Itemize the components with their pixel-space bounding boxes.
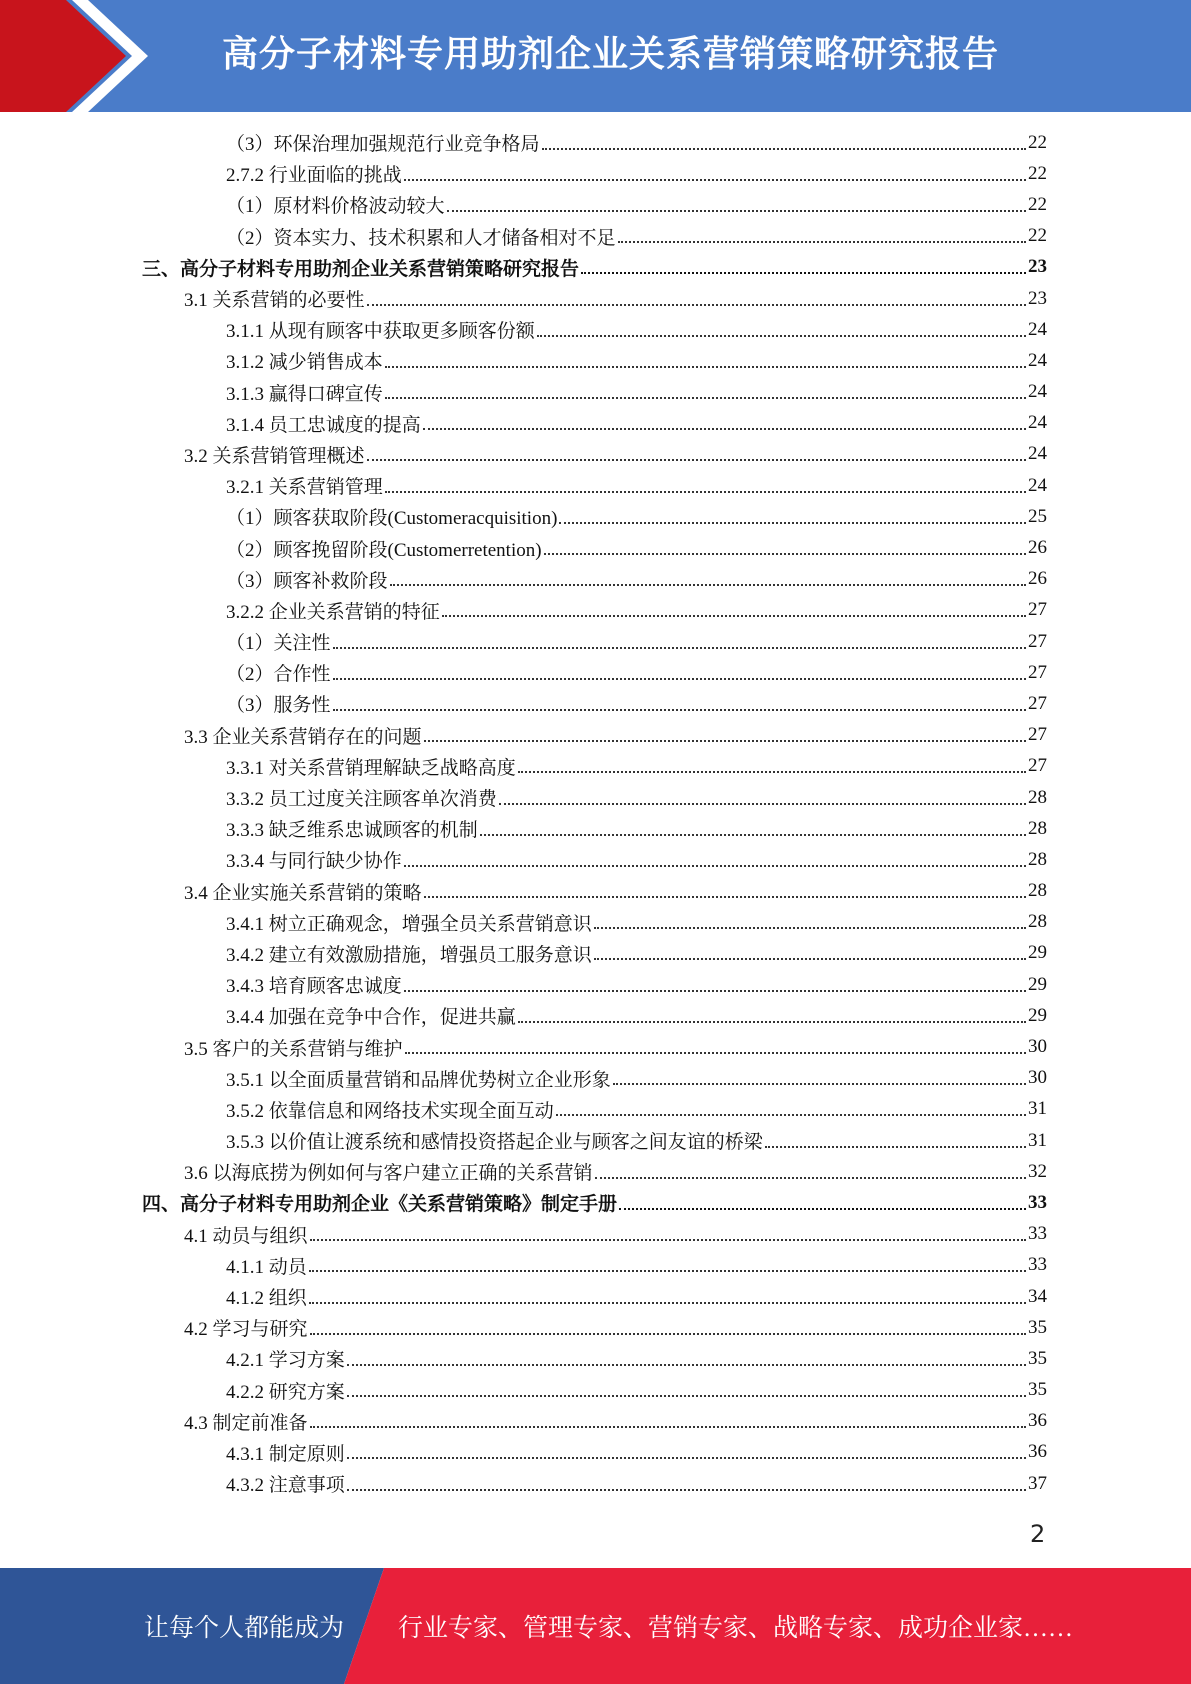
toc-entry-page: 29 bbox=[1028, 1004, 1047, 1026]
toc-entry-title: 3.6 以海底捞为例如何与客户建立正确的关系营销 bbox=[184, 1163, 593, 1185]
toc-entry-title: 4.3 制定前准备 bbox=[184, 1412, 308, 1434]
toc-entry[interactable] bbox=[0, 127, 1191, 158]
toc-entry-title: 3.3.3 缺乏维系忠诚顾客的机制 bbox=[226, 820, 478, 842]
toc-entry-page: 22 bbox=[1028, 162, 1047, 184]
toc-entry-page: 33 bbox=[1028, 1191, 1047, 1213]
toc-dot-leader bbox=[424, 896, 1026, 898]
toc-entry-page: 24 bbox=[1028, 381, 1047, 403]
toc-entry-title: 3.5 客户的关系营销与维护 bbox=[184, 1038, 403, 1060]
toc-entry[interactable] bbox=[0, 876, 1191, 907]
toc-entry[interactable] bbox=[0, 1125, 1191, 1156]
toc-dot-leader bbox=[581, 272, 1026, 274]
footer-slogan-left: 让每个人都能成为 bbox=[144, 1615, 345, 1642]
toc-dot-leader bbox=[385, 366, 1026, 368]
toc-entry-page: 22 bbox=[1028, 225, 1047, 247]
toc-entry-page: 24 bbox=[1028, 474, 1047, 496]
toc-entry-title: 4.2.2 研究方案 bbox=[226, 1381, 345, 1403]
toc-entry[interactable] bbox=[0, 595, 1191, 626]
toc-entry-title: 4.3.2 注意事项 bbox=[226, 1475, 345, 1497]
toc-entry-page: 28 bbox=[1028, 817, 1047, 839]
toc-entry[interactable] bbox=[0, 221, 1191, 252]
toc-entry-title: （3）环保治理加强规范行业竞争格局 bbox=[226, 134, 540, 156]
toc-entry-page: 23 bbox=[1028, 256, 1047, 278]
toc-entry-title: 3.4.2 建立有效激励措施，增强员工服务意识 bbox=[226, 944, 592, 966]
toc-entry-page: 32 bbox=[1028, 1160, 1047, 1182]
toc-entry-page: 31 bbox=[1028, 1129, 1047, 1151]
toc-entry-page: 31 bbox=[1028, 1098, 1047, 1120]
toc-dot-leader bbox=[447, 210, 1026, 212]
toc-entry-title: （3）服务性 bbox=[226, 695, 331, 717]
toc-entry-page: 33 bbox=[1028, 1223, 1047, 1245]
header-red-block bbox=[0, 0, 126, 112]
toc-entry-title: 3.1.1 从现有顾客中获取更多顾客份额 bbox=[226, 321, 535, 343]
toc-entry-title: 3.5.1 以全面质量营销和品牌优势树立企业形象 bbox=[226, 1069, 611, 1091]
page-header bbox=[0, 0, 1191, 112]
toc-entry-title: 4.1.2 组织 bbox=[226, 1288, 307, 1310]
toc-entry-title: 4.2.1 学习方案 bbox=[226, 1350, 345, 1372]
toc-entry-title: 3.4.3 培育顾客忠诚度 bbox=[226, 976, 402, 998]
toc-entry-title: 4.3.1 制定原则 bbox=[226, 1443, 345, 1465]
toc-entry-page: 22 bbox=[1028, 193, 1047, 215]
toc-entry-title: 3.4.4 加强在竞争中合作，促进共赢 bbox=[226, 1007, 516, 1029]
toc-entry-page: 36 bbox=[1028, 1410, 1047, 1432]
toc-entry-title: 三、高分子材料专用助剂企业关系营销策略研究报告 bbox=[142, 258, 580, 280]
toc-dot-leader bbox=[619, 1208, 1026, 1210]
page-footer bbox=[0, 1568, 1191, 1684]
toc-entry-title: （2）资本实力、技术积累和人才储备相对不足 bbox=[226, 227, 616, 249]
toc-entry[interactable] bbox=[0, 938, 1191, 969]
toc-entry-page: 34 bbox=[1028, 1285, 1047, 1307]
toc-entry[interactable] bbox=[0, 813, 1191, 844]
toc-entry[interactable] bbox=[0, 158, 1191, 189]
page-number: 2 bbox=[1030, 1520, 1046, 1548]
toc-entry-title: 3.3.1 对关系营销理解缺乏战略高度 bbox=[226, 757, 516, 779]
toc-entry-title: 3.1.2 减少销售成本 bbox=[226, 352, 383, 374]
footer-slogan-right: 行业专家、管理专家、营销专家、战略专家、成功企业家…… bbox=[398, 1615, 1074, 1642]
toc-entry-page: 25 bbox=[1028, 505, 1047, 527]
toc-dot-leader bbox=[542, 148, 1026, 150]
toc-entry-page: 35 bbox=[1028, 1316, 1047, 1338]
toc-entry-title: （1）顾客获取阶段(Customeracquisition) bbox=[226, 508, 558, 530]
toc-entry-page: 29 bbox=[1028, 942, 1047, 964]
toc-entry-page: 27 bbox=[1028, 692, 1047, 714]
toc-dot-leader bbox=[559, 522, 1026, 524]
toc-entry[interactable] bbox=[0, 751, 1191, 782]
toc-entry-title: （1）原材料价格波动较大 bbox=[226, 196, 445, 218]
toc-entry-title: 3.2.2 企业关系营销的特征 bbox=[226, 601, 440, 623]
toc-entry-page: 24 bbox=[1028, 443, 1047, 465]
toc-entry-title: 3.3 企业关系营销存在的问题 bbox=[184, 726, 422, 748]
toc-entry-page: 33 bbox=[1028, 1254, 1047, 1276]
toc-entry[interactable] bbox=[0, 1281, 1191, 1312]
toc-entry[interactable] bbox=[0, 1406, 1191, 1437]
toc-entry-page: 28 bbox=[1028, 880, 1047, 902]
toc-entry-page: 24 bbox=[1028, 349, 1047, 371]
toc-entry-page: 27 bbox=[1028, 755, 1047, 777]
toc-dot-leader bbox=[309, 1270, 1026, 1272]
toc-entry-title: 4.1.1 动员 bbox=[226, 1256, 307, 1278]
toc-dot-leader bbox=[423, 428, 1026, 430]
toc-dot-leader bbox=[347, 1457, 1026, 1459]
toc-entry[interactable] bbox=[0, 1000, 1191, 1031]
toc-entry[interactable] bbox=[0, 720, 1191, 751]
toc-dot-leader bbox=[404, 865, 1026, 867]
toc-entry-title: 四、高分子材料专用助剂企业《关系营销策略》制定手册 bbox=[142, 1194, 618, 1216]
toc-dot-leader bbox=[480, 834, 1026, 836]
toc-entry-title: （2）顾客挽留阶段(Customerretention) bbox=[226, 539, 542, 561]
toc-entry[interactable] bbox=[0, 844, 1191, 875]
toc-entry-page: 24 bbox=[1028, 412, 1047, 434]
toc-entry-title: 3.2.1 关系营销管理 bbox=[226, 477, 383, 499]
toc-entry[interactable] bbox=[0, 283, 1191, 314]
toc-dot-leader bbox=[309, 1302, 1026, 1304]
toc-dot-leader bbox=[333, 678, 1026, 680]
toc-entry-page: 23 bbox=[1028, 287, 1047, 309]
toc-entry[interactable] bbox=[0, 408, 1191, 439]
toc-dot-leader bbox=[594, 958, 1026, 960]
toc-dot-leader bbox=[333, 647, 1026, 649]
toc-dot-leader bbox=[765, 1146, 1026, 1148]
header-chevron-graphic bbox=[0, 0, 160, 112]
toc-entry[interactable] bbox=[0, 782, 1191, 813]
toc-entry[interactable] bbox=[0, 1468, 1191, 1499]
toc-dot-leader bbox=[404, 179, 1026, 181]
toc-entry-page: 24 bbox=[1028, 318, 1047, 340]
toc-dot-leader bbox=[518, 771, 1026, 773]
toc-entry-page: 27 bbox=[1028, 724, 1047, 746]
table-of-contents bbox=[0, 127, 1191, 1499]
toc-entry-title: 4.2 学习与研究 bbox=[184, 1319, 308, 1341]
toc-dot-leader bbox=[404, 990, 1026, 992]
toc-dot-leader bbox=[367, 459, 1026, 461]
toc-entry-page: 35 bbox=[1028, 1347, 1047, 1369]
toc-dot-leader bbox=[594, 927, 1026, 929]
toc-dot-leader bbox=[347, 1364, 1026, 1366]
toc-dot-leader bbox=[310, 1239, 1026, 1241]
toc-entry[interactable] bbox=[0, 377, 1191, 408]
toc-entry-title: （1）关注性 bbox=[226, 633, 331, 655]
toc-entry-page: 22 bbox=[1028, 131, 1047, 153]
toc-entry-title: 3.1.4 员工忠诚度的提高 bbox=[226, 414, 421, 436]
toc-entry-title: 3.5.2 依靠信息和网络技术实现全面互动 bbox=[226, 1100, 554, 1122]
toc-entry-page: 37 bbox=[1028, 1472, 1047, 1494]
toc-entry[interactable] bbox=[0, 345, 1191, 376]
toc-entry[interactable] bbox=[0, 564, 1191, 595]
toc-entry[interactable] bbox=[0, 1219, 1191, 1250]
toc-entry-title: （2）合作性 bbox=[226, 664, 331, 686]
toc-entry[interactable] bbox=[0, 1312, 1191, 1343]
toc-entry[interactable] bbox=[0, 1250, 1191, 1281]
toc-entry-page: 36 bbox=[1028, 1441, 1047, 1463]
toc-dot-leader bbox=[595, 1177, 1026, 1179]
toc-entry-page: 35 bbox=[1028, 1379, 1047, 1401]
toc-dot-leader bbox=[385, 491, 1026, 493]
toc-dot-leader bbox=[618, 241, 1026, 243]
toc-dot-leader bbox=[347, 1395, 1026, 1397]
toc-dot-leader bbox=[310, 1426, 1026, 1428]
toc-entry-title: 3.3.4 与同行缺少协作 bbox=[226, 851, 402, 873]
toc-dot-leader bbox=[424, 740, 1026, 742]
toc-dot-leader bbox=[405, 1052, 1026, 1054]
toc-dot-leader bbox=[385, 397, 1026, 399]
toc-entry[interactable] bbox=[0, 1187, 1191, 1218]
toc-entry-page: 26 bbox=[1028, 568, 1047, 590]
toc-entry[interactable] bbox=[0, 1437, 1191, 1468]
toc-entry[interactable] bbox=[0, 439, 1191, 470]
toc-entry[interactable] bbox=[0, 1094, 1191, 1125]
toc-entry-page: 30 bbox=[1028, 1036, 1047, 1058]
toc-entry-page: 26 bbox=[1028, 537, 1047, 559]
toc-entry-title: 3.5.3 以价值让渡系统和感情投资搭起企业与顾客之间友谊的桥梁 bbox=[226, 1132, 763, 1154]
toc-entry-page: 28 bbox=[1028, 786, 1047, 808]
toc-entry[interactable] bbox=[0, 532, 1191, 563]
toc-entry-title: 2.7.2 行业面临的挑战 bbox=[226, 165, 402, 187]
toc-entry-title: 4.1 动员与组织 bbox=[184, 1225, 308, 1247]
toc-dot-leader bbox=[310, 1333, 1026, 1335]
toc-entry[interactable] bbox=[0, 907, 1191, 938]
toc-entry-page: 27 bbox=[1028, 599, 1047, 621]
toc-entry[interactable] bbox=[0, 314, 1191, 345]
toc-entry-page: 28 bbox=[1028, 848, 1047, 870]
toc-entry-title: 3.1 关系营销的必要性 bbox=[184, 290, 365, 312]
toc-dot-leader bbox=[556, 1114, 1026, 1116]
toc-entry[interactable] bbox=[0, 969, 1191, 1000]
toc-entry-page: 27 bbox=[1028, 630, 1047, 652]
toc-entry-title: 3.4 企业实施关系营销的策略 bbox=[184, 882, 422, 904]
toc-entry[interactable] bbox=[0, 470, 1191, 501]
toc-entry-page: 27 bbox=[1028, 661, 1047, 683]
toc-entry[interactable] bbox=[0, 1031, 1191, 1062]
toc-dot-leader bbox=[537, 335, 1026, 337]
toc-dot-leader bbox=[333, 709, 1026, 711]
toc-entry[interactable] bbox=[0, 1063, 1191, 1094]
toc-entry[interactable] bbox=[0, 501, 1191, 532]
toc-entry[interactable] bbox=[0, 688, 1191, 719]
toc-entry-page: 30 bbox=[1028, 1067, 1047, 1089]
toc-entry[interactable] bbox=[0, 626, 1191, 657]
toc-dot-leader bbox=[499, 803, 1026, 805]
toc-dot-leader bbox=[613, 1083, 1026, 1085]
toc-entry-page: 29 bbox=[1028, 973, 1047, 995]
toc-entry-title: 3.4.1 树立正确观念，增强全员关系营销意识 bbox=[226, 913, 592, 935]
toc-dot-leader bbox=[442, 615, 1026, 617]
toc-dot-leader bbox=[518, 1021, 1026, 1023]
toc-entry-title: 3.2 关系营销管理概述 bbox=[184, 445, 365, 467]
toc-entry-page: 28 bbox=[1028, 911, 1047, 933]
toc-entry-title: （3）顾客补救阶段 bbox=[226, 570, 388, 592]
toc-entry-title: 3.1.3 赢得口碑宣传 bbox=[226, 383, 383, 405]
toc-entry-title: 3.3.2 员工过度关注顾客单次消费 bbox=[226, 789, 497, 811]
toc-entry[interactable] bbox=[0, 1343, 1191, 1374]
toc-entry[interactable] bbox=[0, 657, 1191, 688]
toc-dot-leader bbox=[544, 553, 1026, 555]
toc-dot-leader bbox=[390, 584, 1026, 586]
toc-entry[interactable] bbox=[0, 1375, 1191, 1406]
toc-entry[interactable] bbox=[0, 189, 1191, 220]
toc-dot-leader bbox=[367, 304, 1026, 306]
toc-entry[interactable] bbox=[0, 1156, 1191, 1187]
toc-entry[interactable] bbox=[0, 252, 1191, 283]
header-title: 高分子材料专用助剂企业关系营销策略研究报告 bbox=[222, 34, 1000, 75]
toc-dot-leader bbox=[347, 1489, 1026, 1491]
